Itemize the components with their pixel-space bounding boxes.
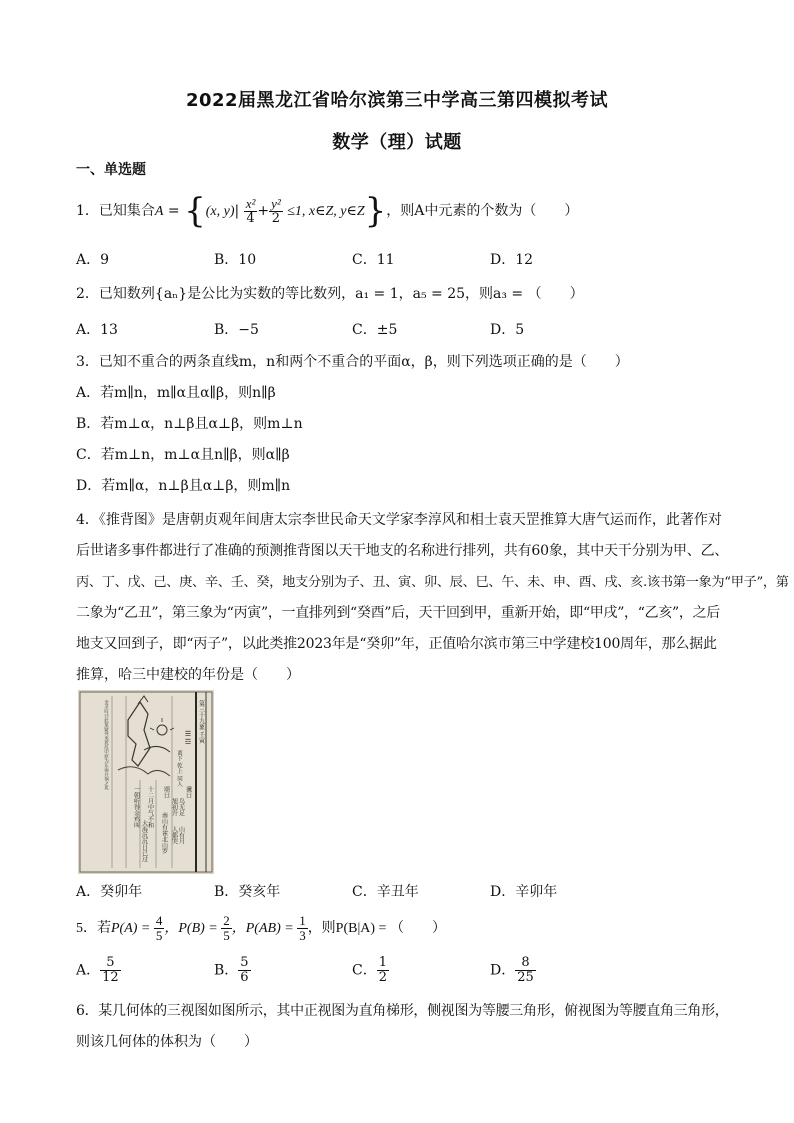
question-1	[76, 191, 579, 231]
q5-option-d: D． $\frac{8}{25}$	[490, 955, 534, 985]
q5-option-b: B． $\frac{5}{6}$	[214, 955, 249, 985]
q2-option-a: A．13	[76, 322, 118, 338]
q2-option-d: D．5	[490, 322, 525, 338]
tuibeitu-caption: 离下 乾上 同人	[176, 750, 182, 787]
q4-option-c: C．辛丑年	[352, 884, 419, 900]
q2-option-b: B．−5	[214, 322, 259, 338]
section-heading-single-choice: 一、单选题	[76, 162, 146, 178]
tuibeitu-song-2: 南山有雀北山罗	[160, 812, 168, 854]
q3-option-a: A．若m∥n，m∥α且α∥β，则n∥β	[76, 385, 276, 401]
q1-option-d: D．12	[490, 252, 534, 268]
q1-tail: ，则A中元素的个数为（ ）	[386, 203, 579, 219]
q1-option-c: C．11	[352, 252, 395, 268]
q3-option-c: C．若m⊥n，m⊥α且n∥β，则α∥β	[76, 447, 290, 463]
question-4	[76, 505, 789, 691]
q4-line-6: 推算，哈三中建校的年份是（ ）	[76, 667, 300, 683]
q5-frac-pa: $\frac{4}{5}$	[155, 913, 163, 944]
tuibeitu-illustration	[78, 690, 214, 874]
tuibeitu-song-label: 颂曰	[162, 786, 170, 798]
tuibeitu-chen-4: 人都哭	[170, 826, 178, 844]
q1-number: 1．已知集合	[76, 203, 155, 219]
tuibeitu-song-3: 一朝听得金鸡叫	[132, 786, 140, 828]
tuibeitu-trigram: ☰☲	[184, 730, 192, 746]
q5-pab: ，P(AB) =	[231, 921, 298, 936]
q5-frac-pab: $\frac{1}{3}$	[299, 913, 306, 944]
q5-frac-pb: $\frac{2}{5}$	[223, 913, 230, 944]
q2-option-c: C．±5	[352, 322, 398, 338]
q6-line-1: 6．某几何体的三视图如图所示，其中正视图为直角梯形，侧视图为等腰三角形，俯视图为等腰直角三角形，	[76, 1003, 729, 1019]
q1-option-a: A．9	[76, 252, 110, 268]
tuibeitu-song-1: 十二月中气不和	[146, 786, 154, 828]
q1-equals: =	[163, 203, 185, 219]
q4-line-2: 后世诸多事件都进行了准确的预测推背图以天干地支的名称进行排列，共有60象，其中天干分别为甲、乙、	[76, 543, 729, 559]
q1-condition: ≤1, x∈Z, y∈Z	[287, 204, 365, 219]
tuibeitu-chen-1: 鸟无足	[177, 798, 185, 816]
tuibeitu-chen-3: 旭初升	[170, 798, 178, 816]
q5-head: 5．若	[76, 921, 111, 936]
question-5	[76, 912, 446, 946]
q5-tail: ，则P(B|A) = （ ）	[307, 921, 446, 936]
question-6	[76, 996, 729, 1058]
q5-option-a: A． $\frac{5}{12}$	[76, 955, 119, 985]
q1-pair: (x, y)	[205, 204, 235, 219]
q4-line-3: 丙、丁、戊、己、庚、辛、壬、癸，地支分别为子、丑、寅、卯、辰、巳、午、未、申、酉、戌、亥.该书第一象为“甲子”，第	[76, 575, 789, 590]
exam-title: 2022届黑龙江省哈尔滨第三中学高三第四模拟考试	[185, 90, 609, 111]
q4-line-1: 4．《推背图》是唐朝贞观年间唐太宗李世民命天文学家李淳风和相士袁天罡推算大唐气运而作，此著作对	[76, 512, 722, 528]
question-2: 2．已知数列{aₙ}是公比为实数的等比数列，a₁ = 1，a₅ = 25，则a₃ = （ ）	[76, 286, 584, 302]
question-3: 3．已知不重合的两条直线m，n和两个不重合的平面α，β，则下列选项正确的是（ ）	[76, 354, 629, 370]
tuibeitu-side-note: 金圣叹曰此象疑外夷扰乱中原为东南兵祸之兆	[103, 700, 109, 790]
q4-option-a: A．癸卯年	[76, 884, 143, 900]
q1-frac-x: $\frac{\text{x²}}{4}$	[245, 195, 256, 226]
q4-line-4: 二象为“乙丑”，第三象为“丙寅”，一直排列到“癸酉”后，天干回到甲，重新开始，即“甲戌”，“乙亥”，之后	[76, 605, 720, 621]
q3-option-d: D．若m∥α，n⊥β且α⊥β，则m∥n	[76, 478, 291, 494]
q5-pa: P(A) =	[111, 921, 154, 936]
exam-subtitle: 数学（理）试题	[332, 132, 462, 153]
tuibeitu-chen-2: 山有月	[177, 826, 185, 844]
q4-option-d: D．辛卯年	[490, 884, 558, 900]
q1-frac-y: $\frac{\text{y²}}{2}$	[271, 195, 281, 226]
q1-plus: +	[257, 203, 270, 219]
q1-bar: |	[234, 203, 240, 219]
tuibeitu-song-4: 大海沉沉日已过	[140, 820, 148, 862]
q4-option-b: B．癸亥年	[214, 884, 281, 900]
q5-pb: ，P(B) =	[164, 921, 222, 936]
q1-set-name: A	[154, 204, 164, 219]
q1-right-brace: }	[364, 191, 387, 231]
tuibeitu-header: 第三十九象 壬寅	[197, 700, 205, 744]
q6-line-2: 则该几何体的体积为（ ）	[76, 1034, 258, 1050]
q1-left-brace: {	[184, 191, 206, 231]
q1-option-b: B．10	[214, 252, 257, 268]
q5-option-c: C． $\frac{1}{2}$	[352, 955, 387, 985]
q4-line-5: 地支又回到子，即“丙子”，以此类推2023年是“癸卯”年，正值哈尔滨市第三中学建校100周年，那么据此	[76, 636, 717, 652]
tuibeitu-chen-label: 谶曰	[184, 786, 192, 798]
q3-option-b: B．若m⊥α，n⊥β且α⊥β，则m⊥n	[76, 416, 303, 432]
